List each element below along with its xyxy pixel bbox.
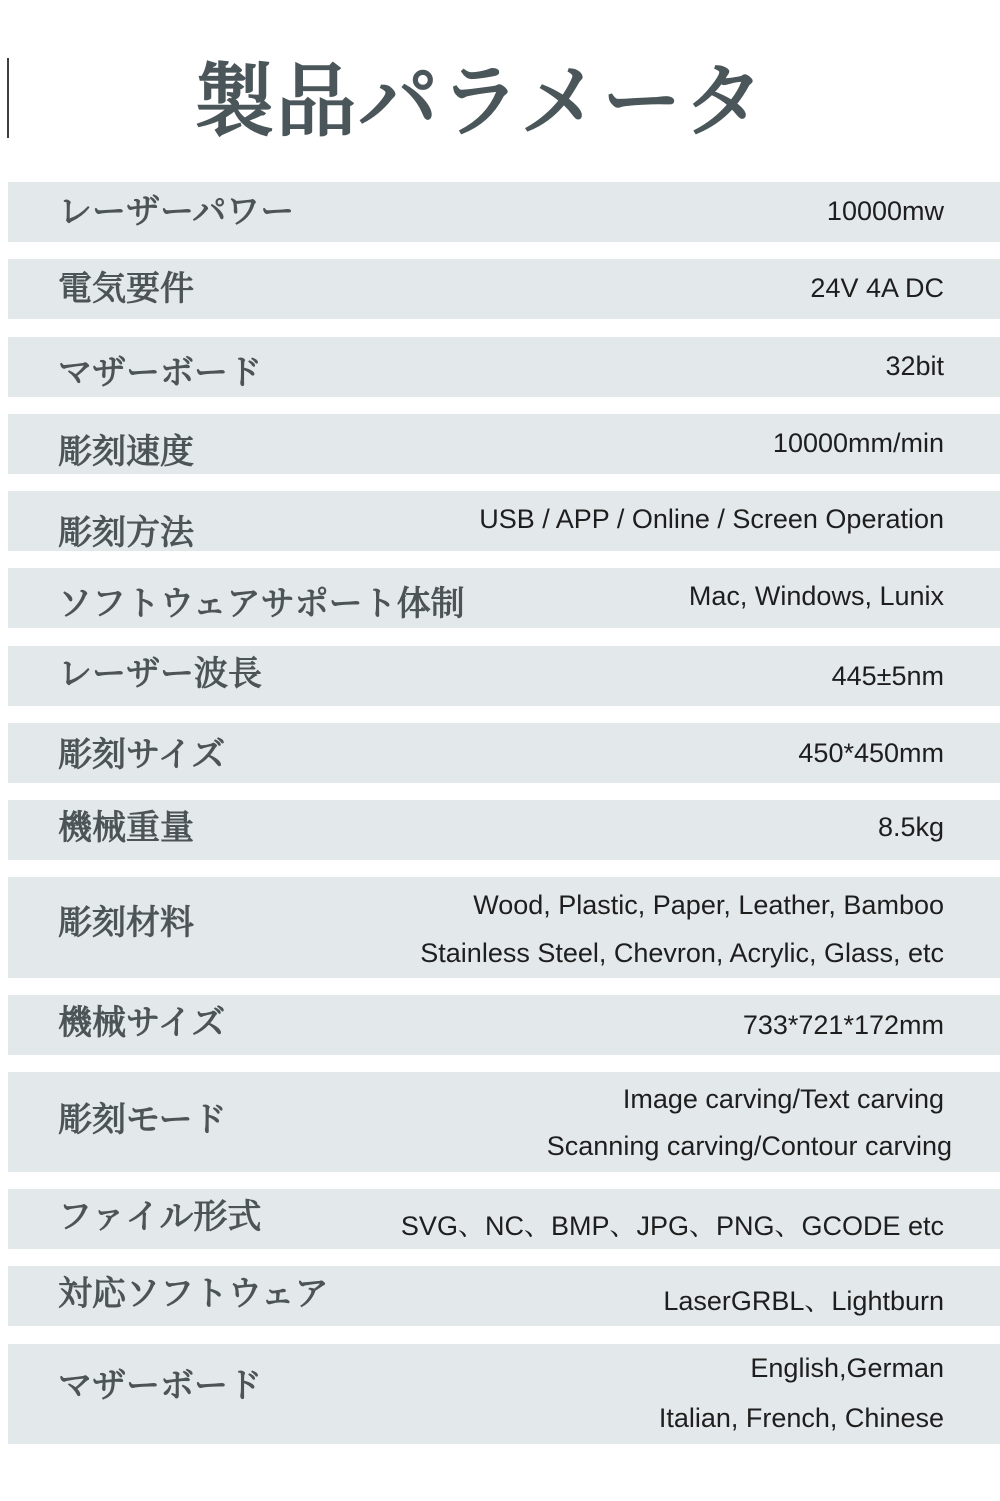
- spec-label: ファイル形式: [58, 1197, 262, 1237]
- spec-value-line2: Stainless Steel, Chevron, Acrylic, Glass, etc: [420, 938, 944, 968]
- spec-value: 8.5kg: [877, 812, 944, 842]
- spec-row-engraving-mode: [8, 1072, 1000, 1172]
- spec-row-software-support: [8, 568, 1000, 628]
- spec-row-laser-power: [8, 182, 1000, 242]
- spec-value: 733*721*172mm: [742, 1010, 944, 1040]
- spec-value-line2: Italian, French, Chinese: [658, 1403, 944, 1433]
- spec-row-wavelength: [8, 646, 1000, 706]
- spec-row-machine-size: [8, 995, 1000, 1055]
- spec-label: マザーボード: [58, 1366, 262, 1406]
- spec-row-file-format: [8, 1189, 1000, 1249]
- spec-label: 機械重量: [58, 808, 194, 848]
- spec-value: 32bit: [885, 351, 944, 381]
- spec-label: 機械サイズ: [58, 1003, 226, 1043]
- spec-row-electrical: [8, 259, 1000, 319]
- spec-value: USB / APP / Online / Screen Operation: [479, 504, 944, 534]
- spec-row-machine-weight: [8, 800, 1000, 860]
- spec-value: 24V 4A DC: [810, 273, 944, 303]
- spec-value: LaserGRBL、Lightburn: [663, 1286, 944, 1316]
- spec-row-engraving-materials: [8, 877, 1000, 978]
- spec-value: 450*450mm: [798, 738, 944, 768]
- spec-value: 10000mw: [826, 196, 944, 226]
- spec-label: ソフトウェアサポート体制: [58, 584, 465, 624]
- spec-label: 彫刻モード: [58, 1100, 227, 1140]
- spec-row-languages: [8, 1344, 1000, 1444]
- spec-row-engraving-size: [8, 723, 1000, 783]
- spec-value-line1: Wood, Plastic, Paper, Leather, Bamboo: [473, 890, 944, 920]
- spec-value: Mac, Windows, Lunix: [688, 581, 944, 611]
- spec-value-line1: English,German: [750, 1353, 944, 1383]
- spec-row-supported-software: [8, 1266, 1000, 1326]
- spec-value: SVG、NC、BMP、JPG、PNG、GCODE etc: [400, 1211, 944, 1241]
- spec-value: 10000mm/min: [772, 428, 944, 458]
- spec-label: 彫刻サイズ: [58, 735, 226, 775]
- spec-label: 彫刻材料: [58, 903, 194, 943]
- spec-label: レーザー波長: [58, 654, 262, 694]
- spec-row-motherboard: [8, 337, 1000, 397]
- spec-label: 彫刻速度: [58, 432, 194, 472]
- spec-label: 対応ソフトウェア: [58, 1274, 329, 1314]
- spec-value-line1: Image carving/Text carving: [622, 1084, 944, 1114]
- spec-label: マザーボード: [58, 353, 262, 393]
- spec-value: 445±5nm: [831, 661, 944, 691]
- spec-row-engraving-method: [8, 491, 1000, 551]
- spec-label: 彫刻方法: [58, 513, 194, 553]
- page-title: 製品パラメータ: [194, 55, 766, 148]
- spec-value-line2: Scanning carving/Contour carving: [546, 1131, 952, 1161]
- spec-row-engraving-speed: [8, 414, 1000, 474]
- spec-label: 電気要件: [58, 269, 194, 309]
- spec-label: レーザーパワー: [58, 192, 295, 232]
